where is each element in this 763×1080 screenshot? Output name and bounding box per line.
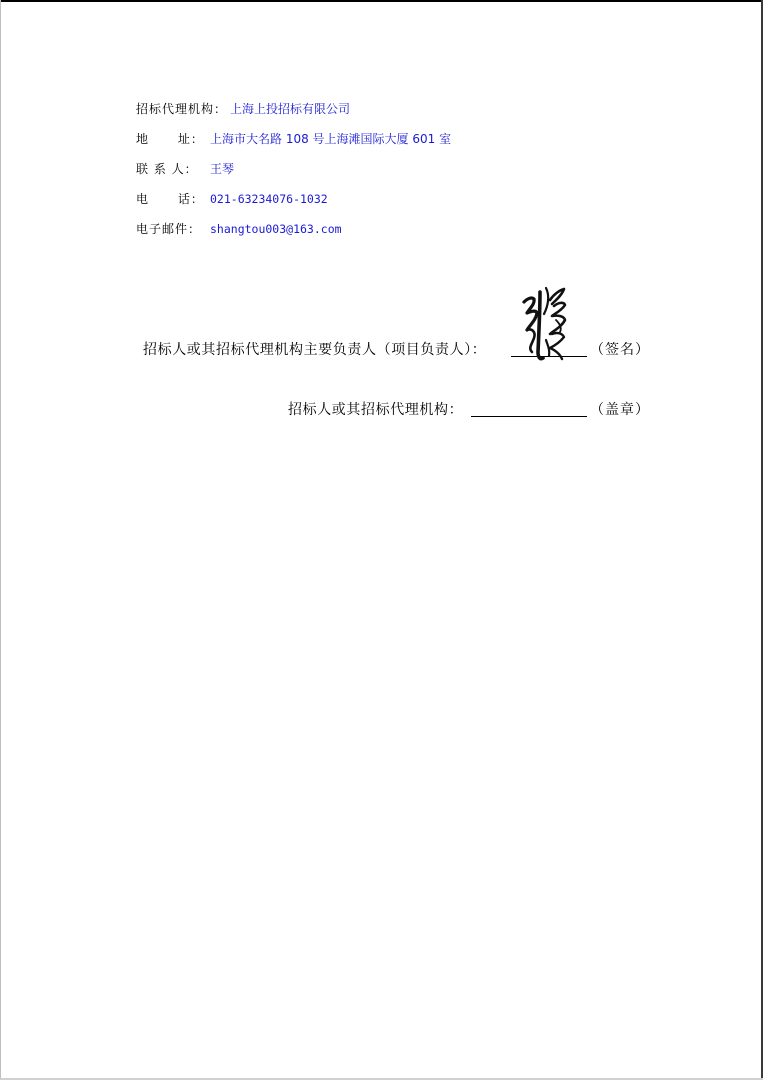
agency-seal-line	[471, 416, 587, 417]
agency-seal-suffix: （盖章）	[590, 402, 650, 418]
phone-label: 电 话：	[136, 192, 204, 206]
email-label: 电子邮件：	[136, 222, 202, 236]
page-edge-left	[0, 0, 1, 1080]
email-value: shangtou003@163.com	[210, 222, 342, 236]
address-value: 上海市大名路 108 号上海滩国际大厦 601 室	[210, 132, 452, 146]
contact-person-value: 王琴	[210, 162, 235, 176]
phone-value: 021-63234076-1032	[210, 192, 328, 206]
responsible-person-suffix: （签名）	[590, 342, 650, 358]
responsible-person-signature-row	[0, 339, 763, 361]
agency-seal-prefix: 招标人或其招标代理机构：	[288, 402, 464, 418]
handwritten-signature	[510, 280, 590, 366]
agency-label: 招标代理机构：	[136, 102, 228, 116]
contact-person-label: 联 系 人：	[136, 162, 198, 176]
address-label: 地 址：	[136, 132, 204, 146]
agency-value: 上海上投招标有限公司	[230, 102, 351, 116]
page-edge-top	[0, 0, 763, 2]
responsible-person-prefix: 招标人或其招标代理机构主要负责人（项目负责人）：	[143, 342, 487, 358]
agency-seal-row	[0, 399, 763, 421]
